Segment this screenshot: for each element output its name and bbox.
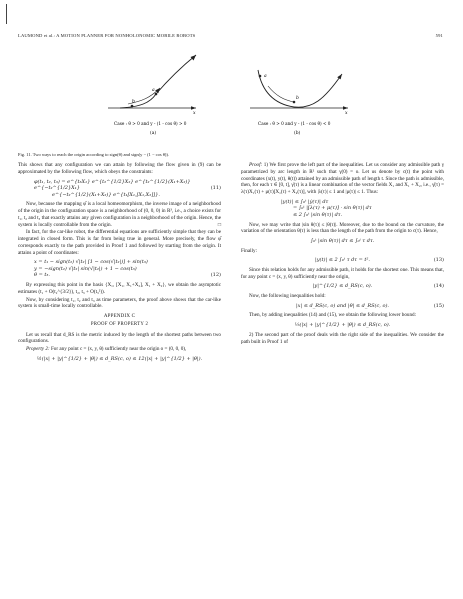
equation-lower-bound (241, 322, 444, 329)
margin-mark (6, 4, 7, 24)
equation-14-number: (14) (433, 283, 444, 290)
equation-y-bound-line-3: ≤ 2 ∫₀ᵗ |sin θ(τ)| dτ. (293, 211, 343, 218)
right-paragraph-1 (241, 162, 444, 196)
left-column (18, 162, 221, 365)
equation-15-text: |x| ≤ d_RS(c, o) and |θ| ≤ d_RS(c, o). (295, 302, 390, 309)
equation-13-text: |y(t)| ≤ 2 ∫₀ᵗ τ dτ = t². (315, 257, 370, 264)
left-paragraph-2 (18, 201, 221, 228)
left-paragraph-2-text: Now, because the mapping φ̂ is a local homeomorphism, the inverse image of a neighborhood of the origin in the configuration space is a neighborhood of (0, 0, 0) in R³, i.e., a choice exists for t₁, t₂ and t₃ that exactly attains any given configuration in a neighborhood of the origin. Hence, the system is locally controllable from the origin. (18, 201, 221, 228)
panel-a-point-a (155, 93, 158, 96)
panel-b-condition: Case : θ > 0 and y - (1 - cos θ) < 0 (258, 121, 331, 126)
panel-b-tag: (b) (294, 131, 301, 136)
equation-11-line-2: e^{−t₂^{1/2}(X₁+X₂)} e^{t₁[X₁,[X₁,X₂]]}. (52, 191, 160, 198)
panel-b-arc-up (294, 74, 342, 107)
equation-y-bound (241, 199, 444, 219)
panel-a-point-b (131, 105, 134, 108)
right-paragraph-4: Now, the following inequalities hold: (249, 293, 326, 300)
right-paragraph-6: 2) The second part of the proof deals with the right side of the inequalities. We consider the path built in Proof 1 of (241, 331, 444, 345)
equation-y-bound-line-1: |y(t)| ≤ ∫₀ᵗ |ẏ(τ)| dτ (281, 198, 329, 205)
panel-b-label-b: b (296, 96, 299, 101)
right-finally: Finally: (241, 247, 257, 254)
figure-caption: Fig. 11. Two ways to reach the origin according to sign(θ) and sign(y − (1 − cos θ)). (18, 152, 170, 157)
equation-sin-bound (241, 238, 444, 245)
right-paragraph-5: Then, by adding inequalities (14) and (15), we obtain the following lower bound: (249, 312, 417, 319)
left-paragraph-1: This shows that any configuration we can attain by following the flow given in (9) can be approximated by the following flow, which obeys the constraints: (18, 162, 221, 175)
equation-13 (241, 257, 444, 264)
panel-a-label-a: a (152, 88, 155, 93)
panel-a-condition: Case : θ > 0 and y - (1 - cos θ) > 0 (114, 121, 187, 126)
panel-a (108, 55, 196, 136)
left-paragraph-5: Now, by considering t₁, t₂ and t₃ as time parameters, the proof above shows that the car-like system is small-time locally controllable. (18, 296, 221, 310)
equation-13-number: (13) (433, 257, 444, 264)
appendix-title: PROOF OF PROPERTY 2 (90, 321, 149, 327)
equation-11 (18, 179, 221, 199)
right-paragraph-3: Since this relation holds for any admissible path, it holds for the shortest one. This means that, for any point c = (x, y, θ) sufficiently near the origin, (241, 266, 444, 280)
qed-mark: □ (217, 221, 221, 228)
panel-b-label-a: a (264, 74, 267, 79)
figure-11 (80, 40, 380, 140)
equation-property-2 (18, 356, 221, 363)
equation-sin-bound-text: ∫₀ᵗ |sin θ(τ)| dτ ≤ ∫₀ᵗ τ dτ. (310, 238, 375, 245)
right-paragraph-1-text: 1) We first prove the left part of the inequalities. Let us consider any admissible path γ parametrized by arc length in R² such that γ(0) = o. Let us denote by c(t) the point with coordinates (x(t), y(t), θ(t)) attained by an admissible path of length t. Since the path is admissible, then, for each τ ∈ [0, t], γ̇(τ) is a linear combination of the vector fields X₁ and X₁ + X₂, i.e., γ̇(τ) = λ(τ)X₁(τ) + μ(τ)[X₁(τ) + X₂(τ)], with |λ(τ)| ≤ 1 and |μ(τ)| ≤ 1. Thus: (241, 162, 445, 195)
panel-b-x-arrow (343, 106, 348, 110)
panel-a-label-b: b (132, 99, 135, 105)
equation-14-text: |y|^{1/2} ≤ d_RS(c, o). (312, 283, 373, 290)
equation-12-y: y = −sign(t₂) √|t₂| sin(√|t₂|) + 1 − cos(t₃) (34, 265, 137, 272)
left-paragraph-4: By expressing this point in the basis {X₁, [X₁, X₁+X₂], X₁ + X₂}, we obtain the asymptotic estimates (t₁ + O(t₂^{3/2}), t₂, t₃ + O(t₃²)). (18, 282, 221, 295)
panel-b-point-b (293, 101, 296, 104)
running-head-title: LAUMOND et al.: A MOTION PLANNER FOR NONHOLONOMIC MOBILE ROBOTS (18, 33, 196, 38)
equation-15-number: (15) (433, 302, 444, 309)
panel-b-second-arc (268, 86, 294, 102)
property-label: Property 2: (26, 346, 50, 353)
property-text: For any point c = (x, y, θ) sufficiently near the origin o = (0, 0, 0), (50, 346, 187, 353)
panel-a-arrowhead (191, 55, 197, 61)
panel-a-x-arrow (191, 106, 196, 110)
right-paragraph-2: Now, we may write that |sin θ(τ)| ≤ |θ(τ)|. Moreover, due to the bound on the curvature, the variation of the orientation θ(τ) is less than the length of the path from the origin to c(τ). Hence, (241, 221, 444, 235)
proof-label: Proof: (249, 162, 263, 168)
panel-b-arrowhead (337, 74, 342, 79)
panel-b-point-a (259, 75, 262, 78)
left-paragraph-7 (18, 346, 221, 353)
left-paragraph-6: Let us recall that d_RS is the metric induced by the length of the shortest paths between two configurations. (18, 331, 221, 345)
equation-11-line-1: φ(t₁, t₂, t₃) = e^{t₃X₁} e^{t₂^{1/2}X₂} e^{t₂^{1/2}(X₁+X₂)} e^{−t₂^{1/2}X₁} (34, 178, 191, 192)
running-head (18, 33, 443, 38)
panel-a-label-x: x (193, 111, 196, 116)
appendix-heading: APPENDIX C (103, 314, 136, 320)
panel-a-tag: (a) (150, 131, 157, 136)
equation-14 (241, 283, 444, 290)
equation-property-2-text: ½(|x| + |y|^{1/2} + |θ|) ≤ d_RS(c, o) ≤ 12(|x| + |y|^{1/2} + |θ|). (36, 355, 203, 362)
equation-lower-bound-text: ⅓(|x| + |y|^{1/2} + |θ|) ≤ d_RS(c, o). (294, 322, 391, 329)
equation-y-bound-line-2: = ∫₀ᵗ |[λ(τ) + μ(τ)] · sin θ(τ)| dτ (293, 205, 372, 212)
equation-12 (18, 259, 221, 279)
page-number: 591 (435, 33, 443, 38)
equation-15 (241, 303, 444, 310)
equation-11-number: (11) (210, 185, 221, 192)
panel-a-arc-high (156, 55, 196, 94)
left-paragraph-3: In fact, for the car-like robot, the differential equations are sufficiently simple that they can be integrated in closed form. This is far from being true in general. More precisely, the flow φ̂ corresponds exactly to the path provided in Proof 1 and followed by starting from the origin. It attains a point of coordinates: (18, 229, 221, 256)
figure-11-drawing (80, 40, 380, 140)
equation-12-x: x = t₁ − sign(t₂) √|t₂| [1 − cos(√|t₂|)] + sin(t₃) (34, 259, 148, 266)
equation-12-number: (12) (210, 272, 221, 279)
panel-b-label-x: x (345, 111, 348, 116)
panel-b (250, 70, 348, 136)
right-column (241, 162, 444, 346)
equation-12-theta: θ = t₃. (34, 272, 50, 279)
